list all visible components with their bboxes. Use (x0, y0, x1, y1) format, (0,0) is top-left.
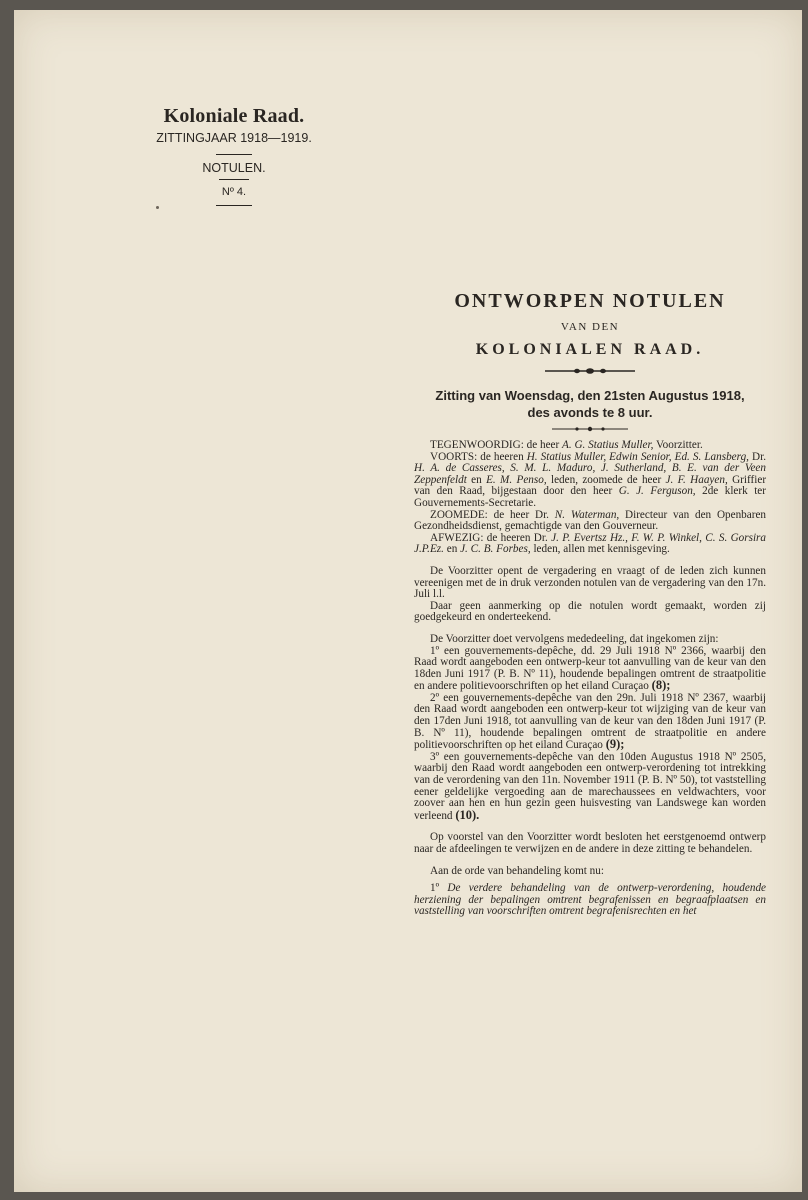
divider (216, 205, 252, 206)
incoming-item: 3º een gouvernements-depêche van den 10den Augustus 1918 Nº 2505, waarbij den Raad wordt aangeboden een ontwerp-verordening tot intrekking van de verordening van den 11n. November 1911 (P. B. Nº 50), tot vaststelling eener geldelijke vergoeding aan de marechaussees en veldwachters, voor zoover aan hen en hun gezin geen huisvesting van Landswege kan worden verleend (10). (414, 750, 766, 822)
agenda-item: 1º De verdere behandeling van de ontwerp-verordening, houdende herziening der bepalingen omtrent begrafenissen en begraafplaatsen en vaststelling van voorschriften omtrent begrafenisrechten en het (414, 882, 767, 918)
divider (219, 179, 249, 180)
paragraph-proposal: Op voorstel van den Voorzitter wordt besloten het eerstgenoemd ontwerp naar de afdeelingen te verwijzen en de andere in deze zitting te behandelen. (414, 831, 766, 855)
session-year: ZITTINGJAAR 1918—1919. (156, 131, 312, 145)
document-title: ONTWORPEN NOTULEN (454, 290, 726, 312)
incoming-item: 1º een gouvernements-depêche, dd. 29 Juli 1918 Nº 2366, waarbij den Raad wordt aangeboden een ontwerp-keur tot aanvulling van de keur van den 18den Juni 1917 (P. B. Nº 11), houdende bepalingen omtrent de straatpolitie en andere politievoorschriften op het eiland Curaçao (8); (414, 644, 766, 693)
left-header (114, 105, 354, 206)
attendance-further: ZOOMEDE: de heer Dr. N. Waterman, Directeur van den Openbaren Gezondheidsdienst, gemachtigde van den Gouverneur. (414, 508, 767, 533)
session-time: des avonds te 8 uur. (527, 405, 653, 420)
minutes-column (414, 290, 766, 918)
session-subtitle (414, 387, 766, 421)
van-den-label: VAN DEN (560, 321, 620, 333)
council-name: KOLONIALEN RAAD. (475, 341, 705, 358)
issue-number: Nº 4. (221, 186, 247, 198)
paragraph-approval: Daar geen aanmerking op die notulen wordt gemaakt, worden zij goedgekeurd en onderteekend. (414, 599, 766, 624)
paragraph-agenda: Aan de orde van behandeling komt nu: (430, 864, 604, 877)
session-date: Zitting van Woensdag, den 21sten Augustus 1918, (435, 388, 745, 403)
notulen-label: NOTULEN. (202, 161, 266, 175)
ornament-divider-icon (545, 367, 635, 375)
attendance-present: TEGENWOORDIG: de heer A. G. Statius Muller, Voorzitter. (430, 439, 703, 451)
council-title: Koloniale Raad. (163, 105, 305, 127)
paragraph-incoming: De Voorzitter doet vervolgens mededeeling, dat ingekomen zijn: (430, 632, 719, 645)
minutes-body (414, 440, 766, 918)
paragraph-opening: De Voorzitter opent de vergadering en vraagt of de leden zich kunnen vereenigen met de in druk verzonden notulen van de vergadering van den 17n. Juli l.l. (414, 564, 766, 601)
document-page (14, 10, 802, 1192)
incoming-item: 2º een gouvernements-depêche van den 29n. Juli 1918 Nº 2367, waarbij den Raad wordt aangeboden een ontwerp-keur tot wijziging van de keur van den 17den Juni 1918, tot aanvulling van de keur van den 18den Juni 1917 (P. B. Nº 11), houdende bepalingen omtrent de straatpolitie en andere politievoorschriften op het eiland Curaçao (9); (414, 691, 766, 752)
ink-speck (156, 206, 159, 209)
attendance-also: VOORTS: de heeren H. Statius Muller, Edwin Senior, Ed. S. Lansberg, Dr. H. A. de Casseres, S. M. L. Maduro, J. Sutherland, B. E. van der Veen Zeppenfeldt en E. M. Penso, leden, zoomede de heer J. F. Haayen, Griffier van den Raad, bijgestaan door den heer G. J. Ferguson, 2de klerk ter Gouvernements-Secretarie. (414, 450, 767, 509)
attendance-absent: AFWEZIG: de heeren Dr. J. P. Evertsz Hz., F. W. P. Winkel, C. S. Gorsira J.P.Ez. en J. C. B. Forbes, leden, allen met kennisgeving. (414, 531, 767, 556)
ornament-divider-icon (552, 426, 628, 432)
divider (216, 154, 252, 155)
